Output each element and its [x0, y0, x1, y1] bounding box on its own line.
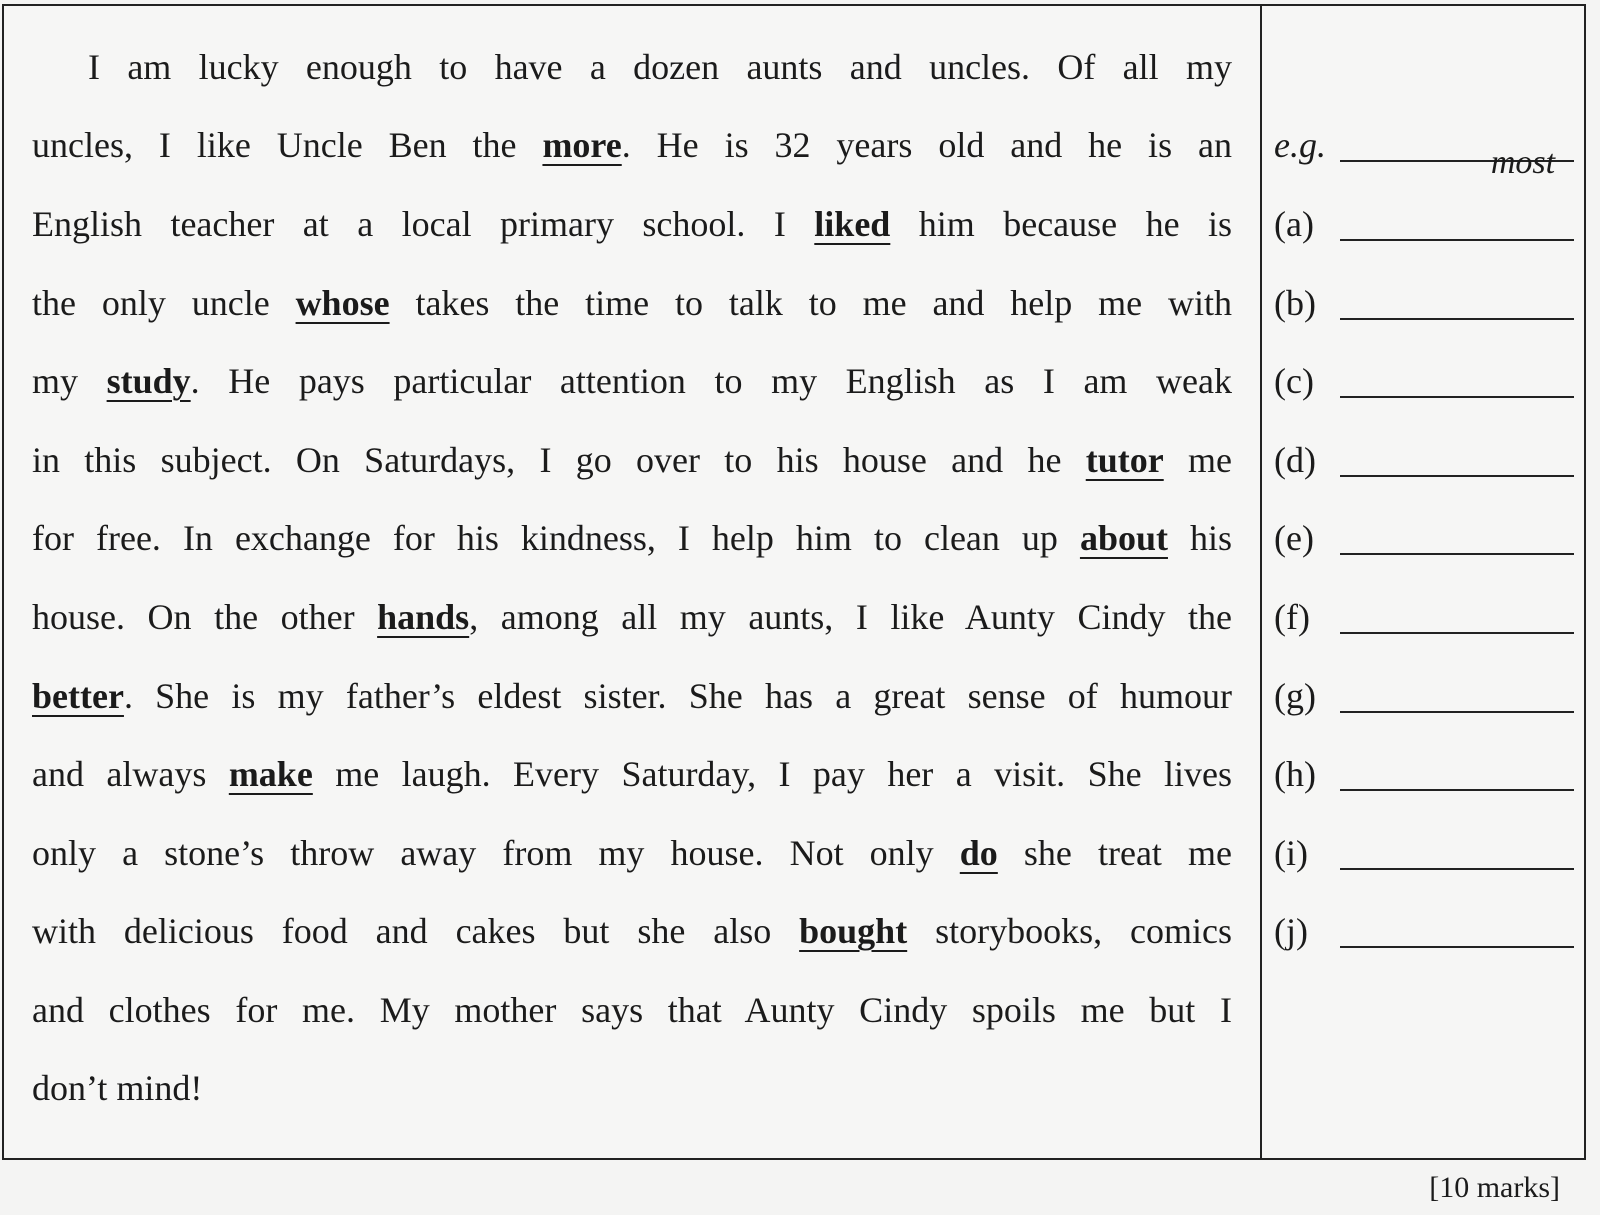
answer-row-f[interactable]: [1274, 586, 1574, 648]
error-word-f: hands: [377, 597, 470, 637]
answer-row-i[interactable]: [1274, 822, 1574, 884]
answer-blank-j[interactable]: [1340, 946, 1574, 948]
passage-line-4: the only uncle whose takes the time to talk to me and help me with: [32, 283, 1232, 323]
passage-line-8: house. On the other hands, among all my aunts, I like Aunty Cindy the: [32, 597, 1232, 637]
error-word-d: tutor: [1085, 440, 1164, 480]
passage-line-12: with delicious food and cakes but she also bought storybooks, comics: [32, 911, 1232, 951]
error-word-i: do: [959, 833, 998, 873]
answer-label-b: (b): [1274, 283, 1316, 323]
example-label: e.g.: [1274, 125, 1326, 165]
answer-blank-b[interactable]: [1340, 318, 1574, 320]
answer-label-i: (i): [1274, 833, 1308, 873]
error-word-h: make: [228, 754, 313, 794]
example-answer-line: [1340, 144, 1574, 181]
error-word-g: better: [32, 676, 124, 716]
answer-row-a[interactable]: [1274, 193, 1574, 255]
answer-label-g: (g): [1274, 676, 1316, 716]
passage-line-3: English teacher at a local primary school. I liked him because he is: [32, 204, 1233, 244]
marks-label: [10 marks]: [1429, 1171, 1560, 1204]
answer-blank-i[interactable]: [1340, 868, 1574, 870]
answer-row-d[interactable]: [1274, 429, 1574, 491]
error-word-example: more: [542, 125, 622, 165]
passage-line-7: for free. In exchange for his kindness, I help him to clean up about his: [32, 518, 1232, 558]
passage-line-10: and always make me laugh. Every Saturday, I pay her a visit. She lives: [32, 754, 1233, 794]
error-word-e: about: [1079, 518, 1168, 558]
answer-label-d: (d): [1274, 440, 1316, 480]
answer-blank-h[interactable]: [1340, 789, 1574, 791]
answer-blank-f[interactable]: [1340, 632, 1574, 634]
answer-label-j: (j): [1274, 911, 1308, 951]
passage-line-1: I am lucky enough to have a dozen aunts and uncles. Of all my: [88, 47, 1232, 87]
answer-row-example: [1274, 114, 1574, 181]
answer-row-b[interactable]: [1274, 272, 1574, 334]
error-word-a: liked: [814, 204, 891, 244]
answer-blank-c[interactable]: [1340, 396, 1574, 398]
column-divider: [1260, 6, 1262, 1158]
answer-blank-g[interactable]: [1340, 711, 1574, 713]
answer-row-g[interactable]: [1274, 665, 1574, 727]
answer-label-e: (e): [1274, 518, 1314, 558]
error-word-c: study: [106, 361, 191, 401]
passage-line-11: only a stone’s throw away from my house. Not only do she treat me: [32, 833, 1232, 873]
passage-line-13: and clothes for me. My mother says that Aunty Cindy spoils me but I: [32, 990, 1232, 1030]
answer-row-j[interactable]: [1274, 900, 1574, 962]
passage-line-9: better. She is my father’s eldest sister. She has a great sense of humour: [32, 676, 1232, 716]
answer-row-c[interactable]: [1274, 350, 1574, 412]
passage-line-2: uncles, I like Uncle Ben the more. He is 32 years old and he is an: [32, 125, 1232, 165]
passage-line-6: in this subject. On Saturdays, I go over to his house and he tutor me: [32, 440, 1232, 480]
answer-row-h[interactable]: [1274, 743, 1574, 805]
answer-label-c: (c): [1274, 361, 1314, 401]
exercise-table: [2, 4, 1586, 1160]
example-answer: most: [1490, 144, 1556, 181]
answer-row-e[interactable]: [1274, 507, 1574, 569]
passage-line-14: don’t mind!: [32, 1068, 203, 1108]
error-word-j: bought: [799, 911, 908, 951]
answer-label-a: (a): [1274, 204, 1314, 244]
error-word-b: whose: [295, 283, 390, 323]
answer-blank-d[interactable]: [1340, 475, 1574, 477]
answer-label-h: (h): [1274, 754, 1316, 794]
answer-blank-a[interactable]: [1340, 239, 1574, 241]
answer-blank-e[interactable]: [1340, 553, 1574, 555]
answer-label-f: (f): [1274, 597, 1310, 637]
passage-line-5: my study. He pays particular attention to my English as I am weak: [32, 361, 1232, 401]
